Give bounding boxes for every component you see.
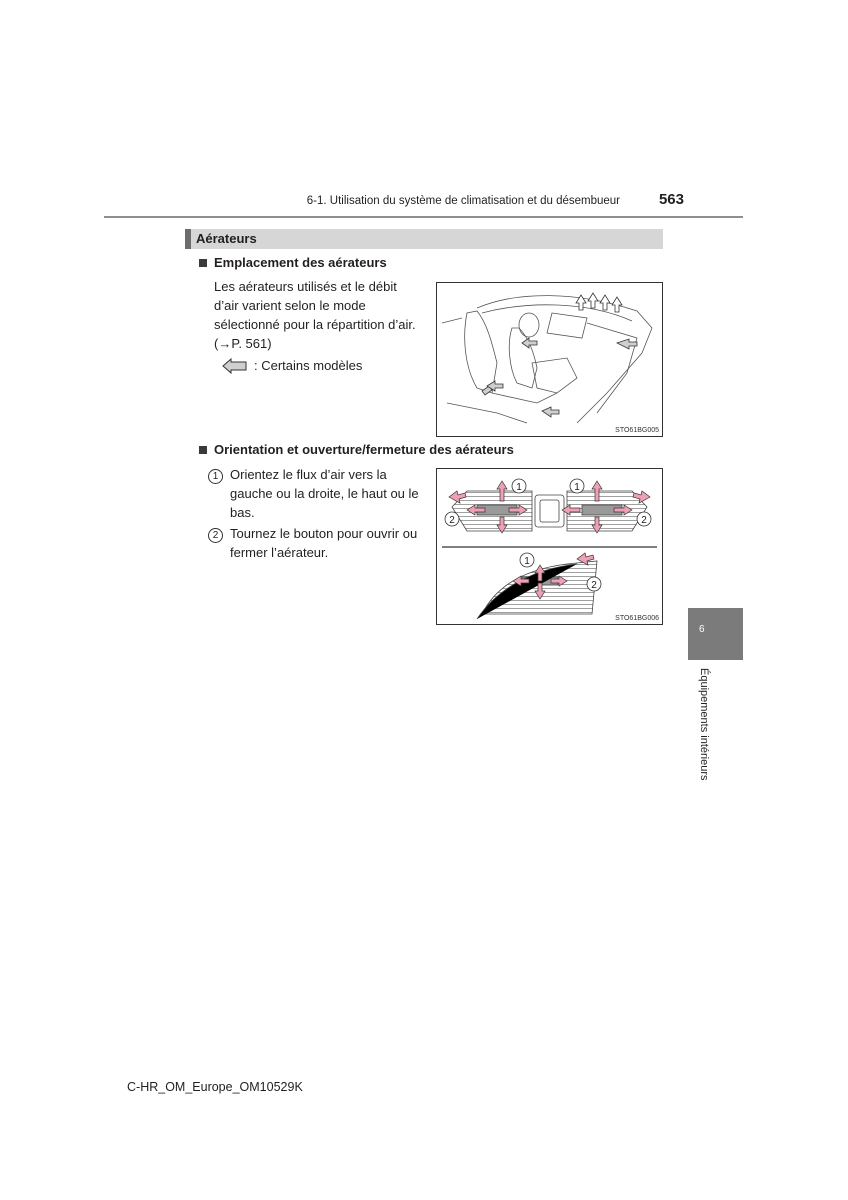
legend-text: : Certains modèles [254, 358, 363, 373]
step-line: gauche ou la droite, le haut ou le [230, 486, 419, 501]
car-interior-illustration [437, 283, 662, 436]
callout-2: 2 [449, 515, 455, 526]
bullet-square [199, 259, 207, 267]
orientation-subtitle: Orientation et ouverture/fermeture des aérateurs [214, 442, 514, 457]
document-code: C-HR_OM_Europe_OM10529K [127, 1080, 303, 1094]
location-line: Les aérateurs utilisés et le débit [214, 279, 397, 294]
figure-code: STO61BG005 [615, 427, 659, 434]
step-line: Orientez le flux d’air vers la [230, 467, 387, 482]
step-number-badge [208, 525, 223, 543]
chapter-number: 6 [699, 624, 705, 635]
bullet-square [199, 446, 207, 454]
location-description [214, 277, 424, 353]
legend-arrow-icon [222, 358, 248, 374]
location-line: d’air varient selon le mode [214, 298, 366, 313]
figure-code: STO61BG006 [615, 615, 659, 622]
page-number: 563 [658, 191, 684, 208]
callout-2: 2 [591, 580, 597, 591]
step-number: 1 [208, 469, 223, 484]
step-number-badge [208, 466, 223, 484]
running-header-title: 6-1. Utilisation du système de climatisation et du désembueur [306, 195, 620, 207]
step-2-text [230, 524, 424, 562]
step-1-text [230, 465, 424, 522]
chapter-tab [688, 608, 743, 660]
page-reference: (→P. 561) [214, 336, 272, 351]
vent-location-figure [436, 282, 663, 437]
callout-1: 1 [516, 482, 522, 493]
step-line: fermer l’aérateur. [230, 545, 329, 560]
callout-1: 1 [574, 482, 580, 493]
chapter-label: Équipements intérieurs [698, 668, 710, 781]
step-line: bas. [230, 505, 255, 520]
vent-illustration [437, 469, 662, 624]
callout-2: 2 [641, 515, 647, 526]
location-subtitle: Emplacement des aérateurs [214, 255, 387, 270]
step-line: Tournez le bouton pour ouvrir ou [230, 526, 418, 541]
section-title: Aérateurs [196, 231, 257, 246]
vent-adjustment-figure [436, 468, 663, 625]
callout-1: 1 [524, 556, 530, 567]
step-number: 2 [208, 528, 223, 543]
location-line: sélectionné pour la répartition d’air. [214, 317, 416, 332]
header-divider [104, 216, 743, 218]
